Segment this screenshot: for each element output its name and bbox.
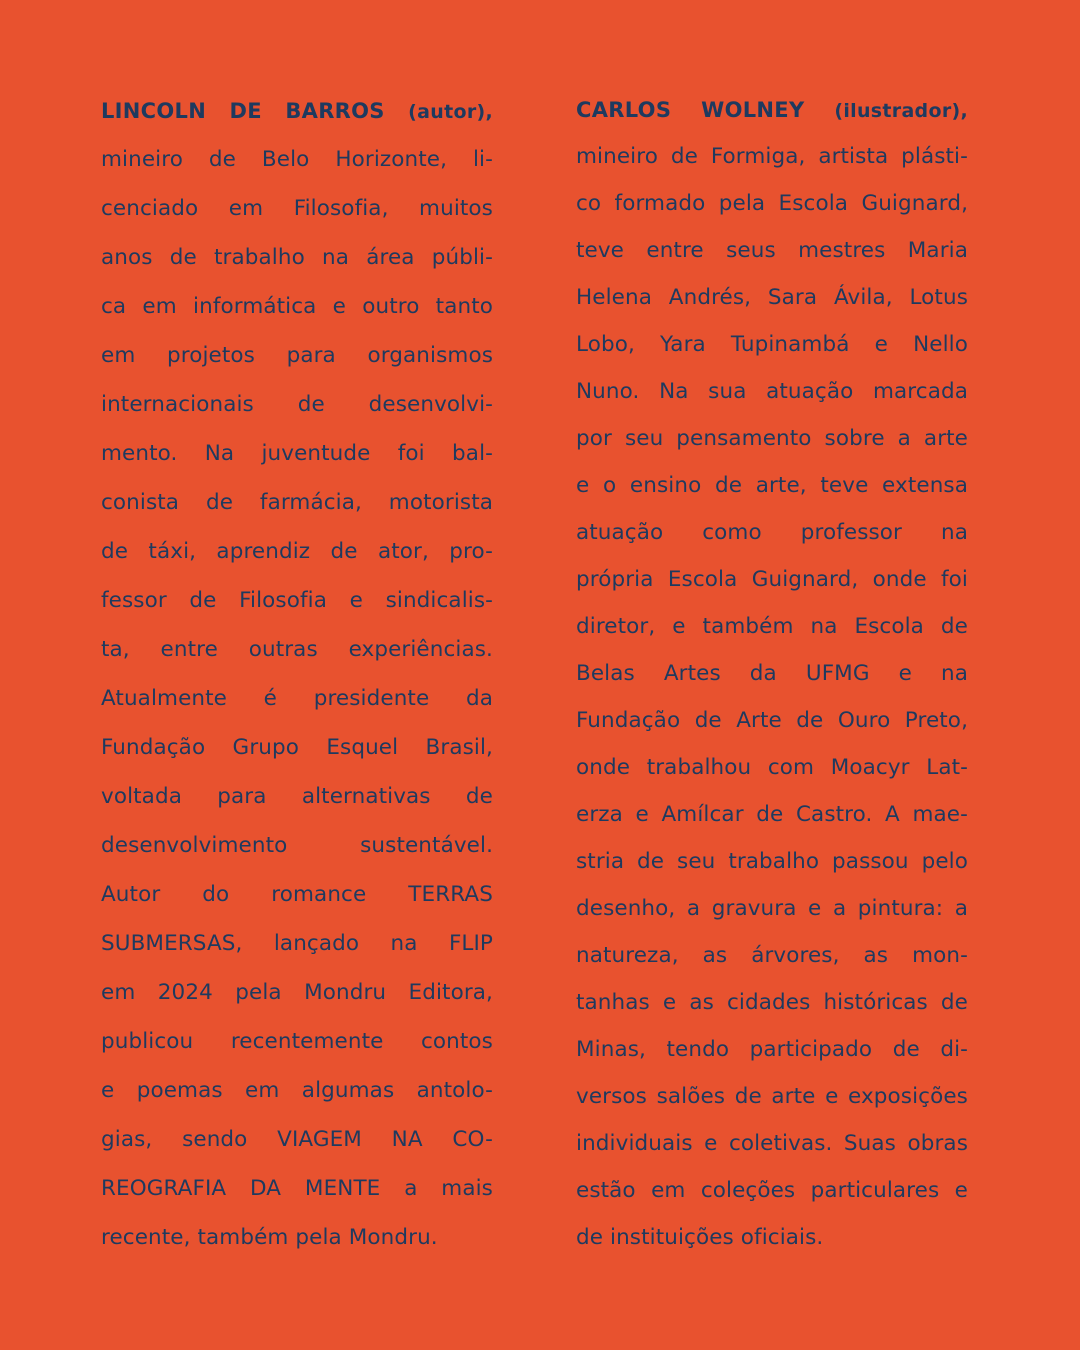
bio-line: Fundação Grupo Esquel Brasil,: [101, 735, 493, 760]
bio-line: co formado pela Escola Guignard,: [576, 191, 968, 216]
bio-line: própria Escola Guignard, onde foi: [576, 567, 968, 592]
illustrator-name: CARLOS WOLNEY: [576, 98, 805, 122]
bio-line: por seu pensamento sobre a arte: [576, 426, 968, 451]
bio-line: natureza, as árvores, as mon-: [576, 943, 968, 968]
bio-line: SUBMERSAS, lançado na FLIP: [101, 931, 493, 956]
bio-line: publicou recentemente contos: [101, 1029, 493, 1054]
bio-line: estão em coleções particulares e: [576, 1178, 968, 1203]
bio-line: recente, também pela Mondru.: [101, 1225, 438, 1250]
bio-line: Belas Artes da UFMG e na: [576, 661, 968, 686]
bio-line: cenciado em Filosofia, muitos: [101, 196, 493, 221]
bio-line: individuais e coletivas. Suas obras: [576, 1131, 968, 1156]
bio-line: em 2024 pela Mondru Editora,: [101, 980, 493, 1005]
bio-line: diretor, e também na Escola de: [576, 614, 968, 639]
illustrator-role: (ilustrador),: [834, 100, 968, 122]
bio-line: versos salões de arte e exposições: [576, 1084, 968, 1109]
bio-line: Autor do romance TERRAS: [101, 882, 493, 907]
bio-line: teve entre seus mestres Maria: [576, 238, 968, 263]
bio-line: anos de trabalho na área públi-: [101, 245, 493, 270]
author-bio-column: [101, 92, 493, 1268]
bio-line: conista de farmácia, motorista: [101, 490, 493, 515]
bio-line: erza e Amílcar de Castro. A mae-: [576, 802, 968, 827]
bio-line: Atualmente é presidente da: [101, 686, 493, 711]
bio-line: e poemas em algumas antolo-: [101, 1078, 493, 1103]
bio-line: mineiro de Formiga, artista plásti-: [576, 144, 968, 169]
bio-line: internacionais de desenvolvi-: [101, 392, 493, 417]
author-role: (autor),: [408, 101, 493, 123]
bio-line: fessor de Filosofia e sindicalis-: [101, 588, 493, 613]
author-bio-heading: [101, 92, 493, 141]
bio-line: de táxi, aprendiz de ator, pro-: [101, 539, 493, 564]
bio-line: de instituições oficiais.: [576, 1225, 824, 1250]
illustrator-bio-column: [576, 92, 968, 1267]
bio-line: mento. Na juventude foi bal-: [101, 441, 493, 466]
bio-line: mineiro de Belo Horizonte, li-: [101, 147, 493, 172]
bio-line: REOGRAFIA DA MENTE a mais: [101, 1176, 493, 1201]
illustrator-bio-heading: [576, 92, 968, 139]
bio-line: voltada para alternativas de: [101, 784, 493, 809]
bio-line: desenho, a gravura e a pintura: a: [576, 896, 968, 921]
bio-line: onde trabalhou com Moacyr Lat-: [576, 755, 968, 780]
bio-line: Helena Andrés, Sara Ávila, Lotus: [576, 285, 968, 310]
bio-line: e o ensino de arte, teve extensa: [576, 473, 968, 498]
bio-line: Nuno. Na sua atuação marcada: [576, 379, 968, 404]
author-name: LINCOLN DE BARROS: [101, 99, 385, 123]
bio-line: gias, sendo VIAGEM NA CO-: [101, 1127, 493, 1152]
bio-line: em projetos para organismos: [101, 343, 493, 368]
bio-line: atuação como professor na: [576, 520, 968, 545]
bio-line: tanhas e as cidades históricas de: [576, 990, 968, 1015]
bio-line: ca em informática e outro tanto: [101, 294, 493, 319]
bio-line: Lobo, Yara Tupinambá e Nello: [576, 332, 968, 357]
bio-line: ta, entre outras experiências.: [101, 637, 493, 662]
bio-line: Fundação de Arte de Ouro Preto,: [576, 708, 968, 733]
bio-line: desenvolvimento sustentável.: [101, 833, 493, 858]
bio-line: Minas, tendo participado de di-: [576, 1037, 968, 1062]
bio-line: stria de seu trabalho passou pelo: [576, 849, 968, 874]
